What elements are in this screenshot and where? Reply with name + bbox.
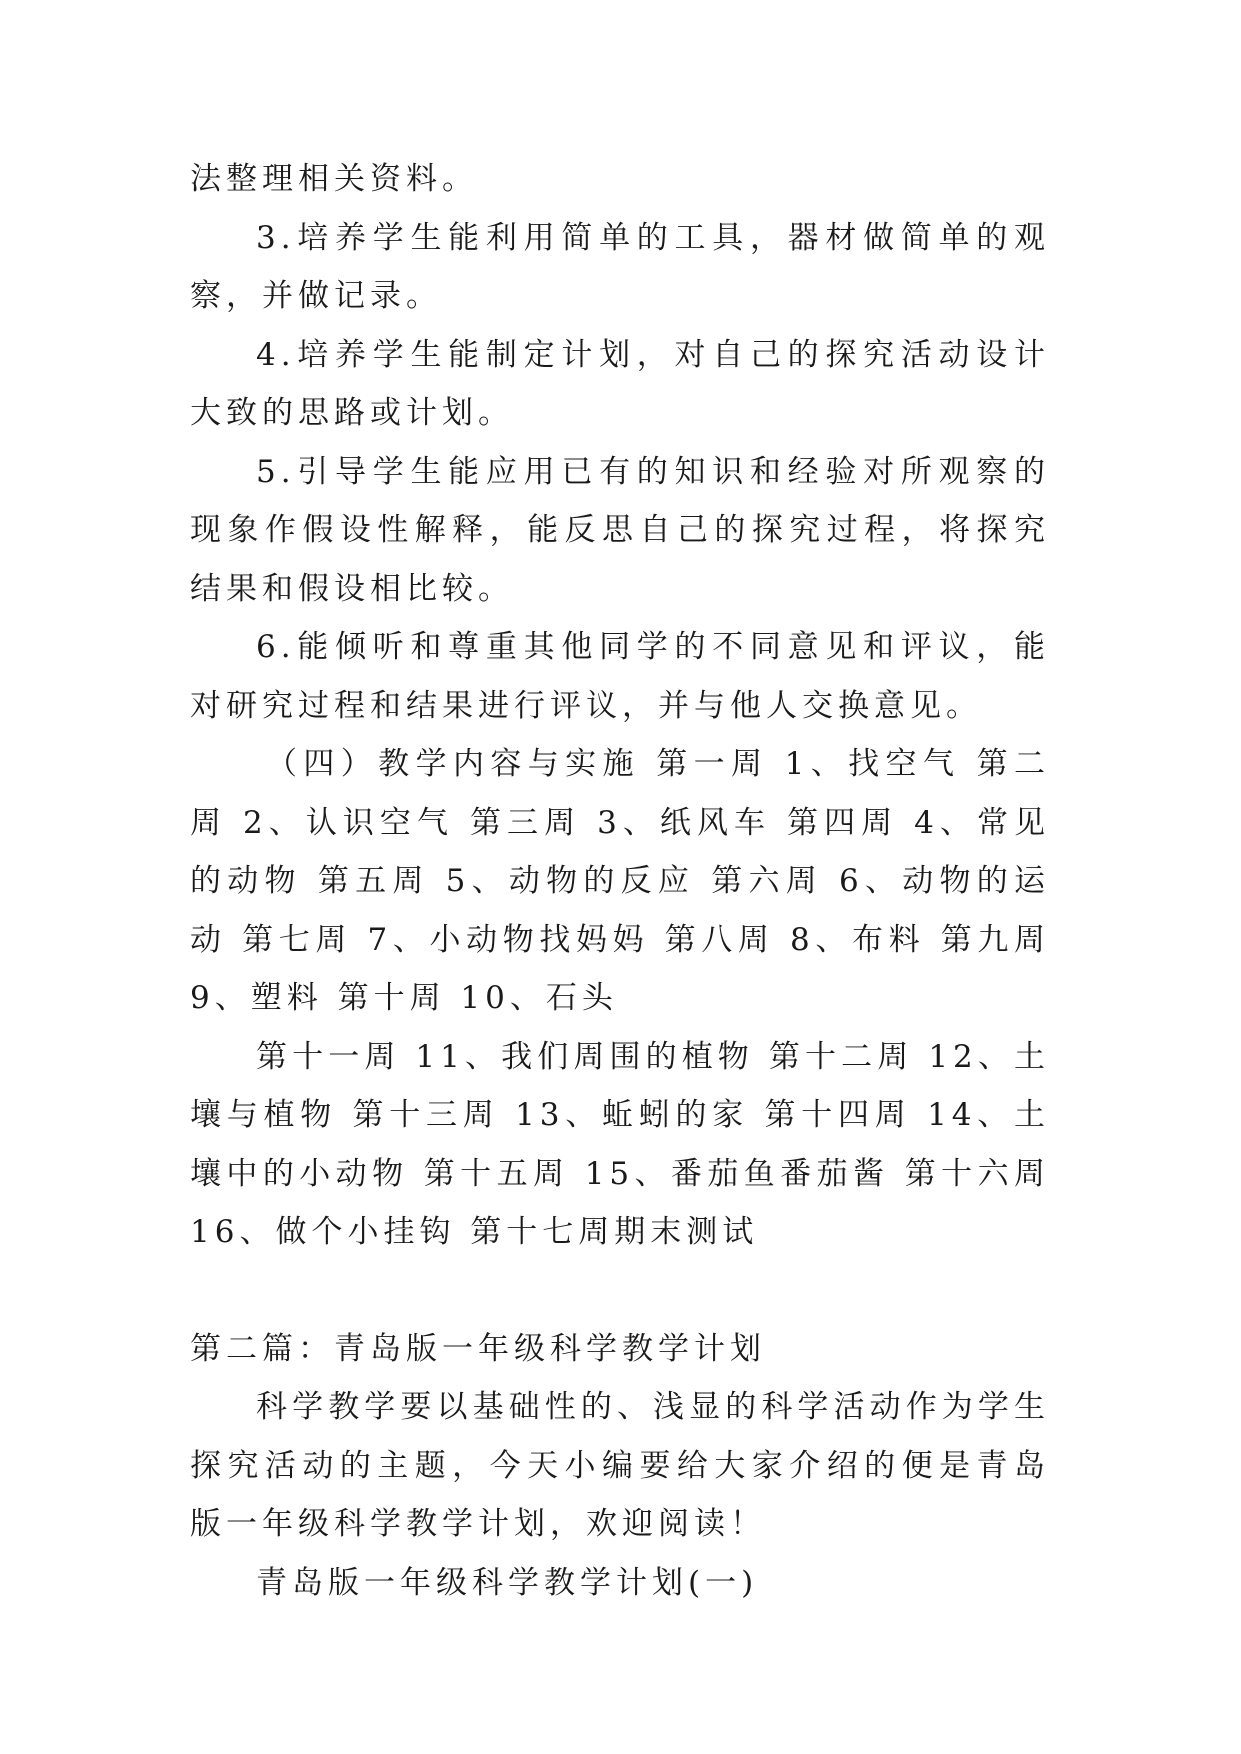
paragraph-item-6: 6.能倾听和尊重其他同学的不同意见和评议，能对研究过程和结果进行评议，并与他人交换意见。: [190, 629, 1050, 724]
section-heading: 第二篇：青岛版一年级科学教学计划: [190, 1330, 766, 1367]
paragraph-item-4: 4.培养学生能制定计划，对自己的探究活动设计大致的思路或计划。: [190, 336, 1050, 431]
paragraph-item-3: 3.培养学生能利用简单的工具，器材做简单的观察，并做记录。: [190, 219, 1050, 314]
section-gap: [190, 1262, 1050, 1320]
paragraph-schedule-part2: 第十一周 11、我们周围的植物 第十二周 12、土壤与植物 第十三周 13、蚯蚓的家 第十四周 14、土壤中的小动物 第十五周 15、番茄鱼番茄酱 第十六周 16、做个小挂钩 第十七周期末测试: [190, 1038, 1050, 1250]
section-intro: 科学教学要以基础性的、浅显的科学活动作为学生探究活动的主题，今天小编要给大家介绍的便是青岛版一年级科学教学计划，欢迎阅读！: [190, 1389, 1050, 1542]
document-body: [190, 150, 1050, 1612]
section-subtitle: 青岛版一年级科学教学计划(一): [256, 1564, 759, 1601]
paragraph-schedule-part1: （四）教学内容与实施 第一周 1、找空气 第二周 2、认识空气 第三周 3、纸风车 第四周 4、常见的动物 第五周 5、动物的反应 第六周 6、动物的运动 第七周 7、小动物找妈妈 第八周 8、布料 第九周 9、塑料 第十周 10、石头: [190, 746, 1050, 1016]
paragraph-item-5: 5.引导学生能应用已有的知识和经验对所观察的现象作假设性解释，能反思自己的探究过程，将探究结果和假设相比较。: [190, 453, 1050, 607]
paragraph-continuation: 法整理相关资料。: [190, 161, 478, 197]
